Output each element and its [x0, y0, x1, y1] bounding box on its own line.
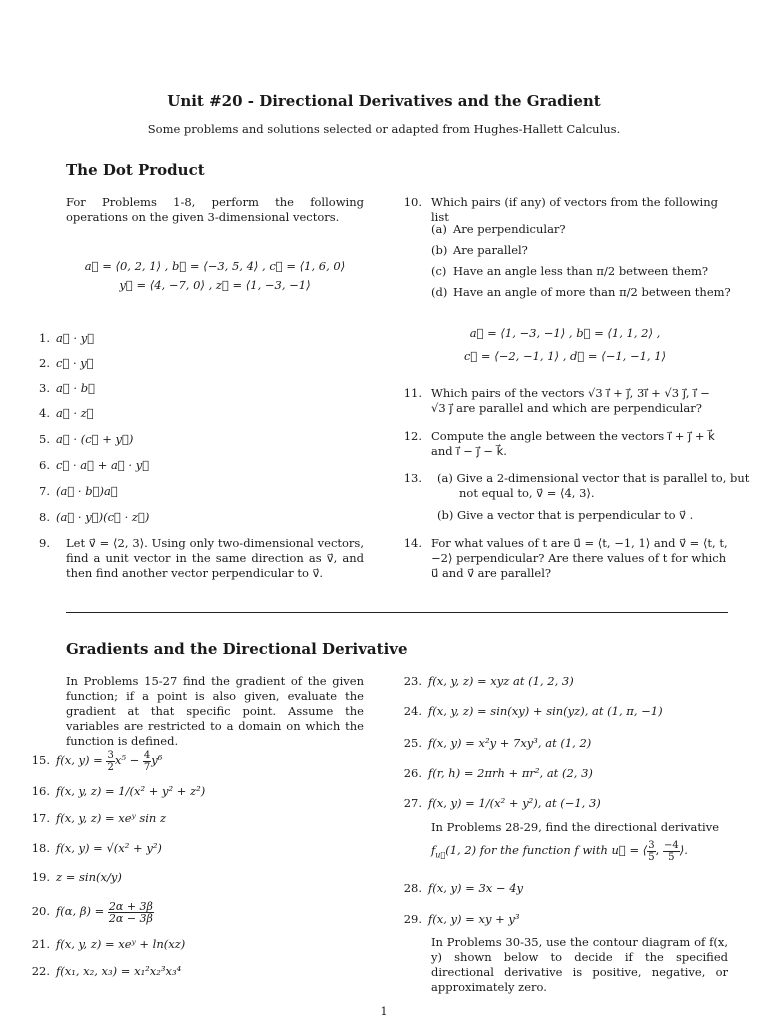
problem-2 — [30, 356, 94, 371]
problem-number: 2. — [39, 356, 50, 370]
problem-10-part-d: (d) Have an angle of more than π/2 between them? — [431, 285, 731, 299]
problem-11-text: Which pairs of the vectors √3 i⃗ + j⃗, 3i⃗ + √3 j⃗, i⃗ − √3 j⃗ are parallel and which are perpendicular? — [431, 386, 710, 415]
p15-fraction-1: $\frac{3}{2}$ — [107, 749, 114, 773]
p28-fraction-2: $\frac{-4}{5}$ — [663, 839, 679, 863]
problem-text: a⃗ · b⃗ — [56, 381, 95, 395]
problem-10-part-a: (a) Are perpendicular? — [431, 222, 566, 236]
problem-29: 29. f(x, y) = xy + y³ — [403, 912, 520, 926]
vectors-line-1: a⃗ = ⟨0, 2, 1⟩ , b⃗ = ⟨−3, 5, 4⟩ , c⃗ = ⟨1, 6, 0⟩ — [84, 259, 346, 273]
problem-number: 20. — [31, 904, 50, 918]
problem-10-vectors-1: a⃗ = ⟨1, −3, −1⟩ , b⃗ = ⟨1, 1, 2⟩ , — [469, 326, 661, 340]
problem-9-number: 9. — [39, 536, 50, 550]
vectors-line-2: y⃗ = ⟨4, −7, 0⟩ , z⃗ = ⟨1, −3, −1⟩ — [119, 278, 311, 292]
problem-17: 17. f(x, y, z) = xeʸ sin z — [31, 811, 167, 825]
problem-13-part-a: (a) Give a 2-dimensional vector that is parallel to, but not equal to, v⃗ = ⟨4, 3⟩. — [437, 471, 750, 500]
p15-end: y⁶ — [151, 753, 163, 767]
problem-11-number: 11. — [403, 386, 422, 400]
problem-24: 24. f(x, y, z) = sin(xy) + sin(yz), at (1, π, −1) — [403, 704, 663, 718]
p28-fraction-1: $\frac{3}{5}$ — [648, 839, 655, 863]
problem-23: 23. f(x, y, z) = xyz at (1, 2, 3) — [403, 674, 574, 688]
problem-28: 28. f(x, y) = 3x − 4y — [403, 881, 524, 895]
section2-intro: In Problems 15-27 find the gradient of the given function; if a point is also given, evaluate the gradient at that specific point. Assume the variables are restricted to a domain on which the function is defined. — [66, 674, 364, 748]
problem-13-part-b: (b) Give a vector that is perpendicular to v⃗ . — [437, 508, 694, 522]
problem-22: 22. f(x₁, x₂, x₃) = x₁²x₂³x₃⁴ — [31, 964, 182, 978]
problem-1 — [30, 331, 94, 346]
problem-text: (a⃗ · b⃗)a⃗ — [56, 484, 118, 498]
problem-26: 26. f(r, h) = 2πrh + πr², at (2, 3) — [403, 766, 593, 780]
problems-28-29-intro-line2: $f_{u⃗}(1$, 2) for the function f with u⃗ = ⟨ $\frac{3}{5}$ , $\frac{-4}{5}$ ⟩. — [431, 839, 688, 863]
section1-intro: For Problems 1-8, perform the following operations on the given 3-dimensional vectors. — [66, 195, 364, 224]
problem-number: 5. — [39, 432, 50, 446]
problem-number: 7. — [39, 484, 50, 498]
problem-21: 21. f(x, y, z) = xeʸ + ln(xz) — [31, 937, 186, 951]
problem-15 — [30, 748, 162, 773]
problem-4 — [30, 406, 94, 421]
section-heading-dot-product: The Dot Product — [66, 161, 205, 179]
document-title: Unit #20 - Directional Derivatives and the Gradient — [167, 92, 601, 110]
problem-5 — [30, 432, 133, 447]
p20-lhs: f(α, β) = — [56, 904, 105, 918]
problem-7 — [30, 484, 118, 499]
page-number: 1 — [380, 1005, 388, 1018]
problem-10-text: Which pairs (if any) of vectors from the following list — [431, 195, 718, 224]
p15-fraction-2: $\frac{4}{7}$ — [143, 749, 151, 773]
problem-19: 19. z = sin(x/y) — [31, 870, 122, 884]
problems-30-35-intro: In Problems 30-35, use the contour diagram of f(x, y) shown below to decide if the specified directional derivative is positive, negative, or approximately zero. — [431, 935, 728, 994]
section-heading-gradients: Gradients and the Directional Derivative — [66, 640, 408, 658]
problem-14-number: 14. — [403, 536, 422, 550]
problem-27: 27. f(x, y) = 1/(x² + y²), at (−1, 3) — [403, 796, 601, 810]
problem-10-part-b: (b) Are parallel? — [431, 243, 528, 257]
problem-text: a⃗ · z⃗ — [56, 406, 94, 420]
p20-fraction: $\frac{2\alpha + 3\beta}{2\alpha - 3\beta}$ — [108, 899, 153, 925]
problem-9-text: Let v⃗ = ⟨2, 3⟩. Using only two-dimensional vectors, find a unit vector in the same direction as v⃗, and then find another vector perpendicular to v⃗. — [66, 536, 364, 580]
document-subtitle: Some problems and solutions selected or adapted from Hughes-Hallett Calculus. — [147, 122, 621, 136]
problem-10-vectors-2: c⃗ = ⟨−2, −1, 1⟩ , d⃗ = ⟨−1, −1, 1⟩ — [463, 349, 667, 363]
problem-number: 4. — [39, 406, 50, 420]
problems-28-29-intro-line1: In Problems 28-29, find the directional derivative — [431, 820, 720, 834]
problem-14-text: For what values of t are u⃗ = ⟨t, −1, 1⟩ and v⃗ = ⟨t, t, −2⟩ perpendicular? Are there values of t for which u⃗ and v⃗ are parallel? — [431, 536, 728, 580]
problem-text: c⃗ · a⃗ + a⃗ · y⃗ — [56, 458, 150, 472]
problem-number: 1. — [39, 331, 50, 345]
problem-number: 6. — [39, 458, 50, 472]
problem-13-number: 13. — [403, 471, 422, 485]
problem-20 — [30, 896, 154, 926]
problem-text: (a⃗ · y⃗)(c⃗ · z⃗) — [56, 510, 150, 524]
problem-3 — [30, 381, 95, 396]
problem-text: a⃗ · (c⃗ + y⃗) — [56, 432, 134, 446]
problem-number: 3. — [39, 381, 50, 395]
problem-18: 18. f(x, y) = √(x² + y²) — [31, 841, 162, 855]
problem-number: 8. — [39, 510, 50, 524]
section-divider — [66, 612, 728, 613]
p15-lhs: f(x, y) = — [56, 753, 103, 767]
problem-12-number: 12. — [403, 429, 422, 443]
problem-text: a⃗ · y⃗ — [56, 331, 95, 345]
problem-25: 25. f(x, y) = x²y + 7xy³, at (1, 2) — [403, 736, 592, 750]
p15-middle: x⁵ − — [114, 753, 140, 767]
problem-6 — [30, 458, 149, 473]
problem-text: c⃗ · y⃗ — [56, 356, 94, 370]
problem-number: 15. — [31, 753, 50, 767]
problem-12-text: Compute the angle between the vectors i⃗ + j⃗ + k⃗ and i⃗ − j⃗ − k⃗. — [431, 429, 715, 458]
problem-10-part-c: (c) Have an angle less than π/2 between them? — [431, 264, 709, 278]
problem-16: 16. f(x, y, z) = 1/(x² + y² + z²) — [31, 784, 206, 798]
problem-8 — [30, 510, 149, 525]
problem-10-number: 10. — [403, 195, 422, 209]
